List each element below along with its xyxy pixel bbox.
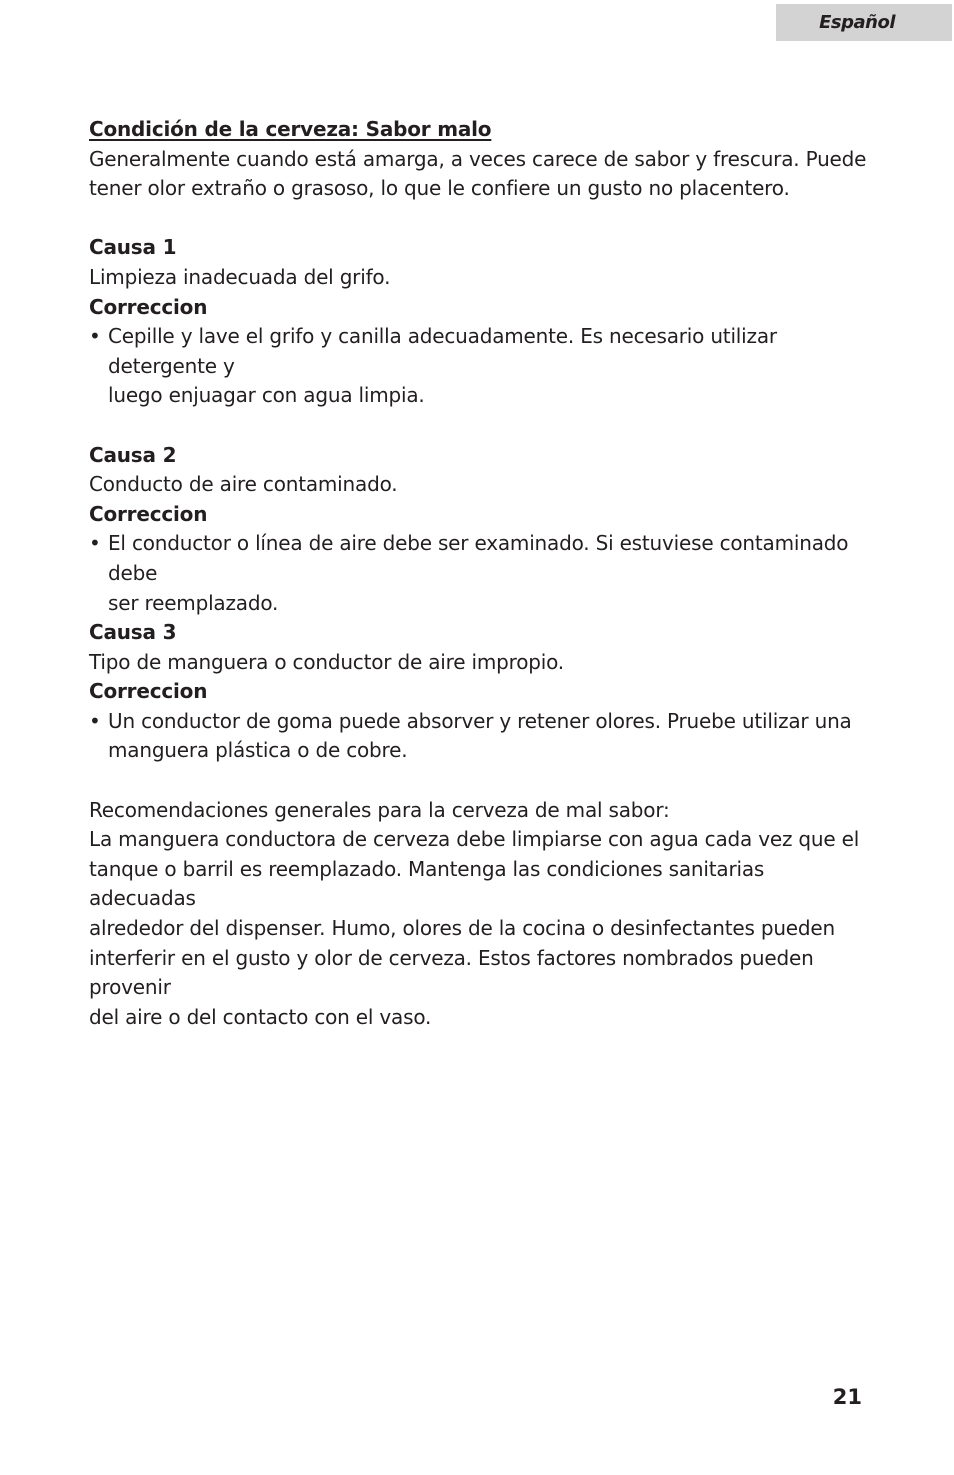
correction-heading: Correccion: [89, 679, 208, 704]
correction-text: [108, 322, 869, 411]
correction-line: Cepille y lave el grifo y canilla adecuadamente. Es necesario utilizar detergente y: [108, 324, 777, 378]
cause-heading: Causa 1: [89, 235, 177, 260]
recommendations-line: del aire o del contacto con el vaso.: [89, 1004, 432, 1029]
recommendations-line: alrededor del dispenser. Humo, olores de la cocina o desinfectantes pueden: [89, 916, 835, 941]
recommendations-line: tanque o barril es reemplazado. Mantenga las condiciones sanitarias adecuadas: [89, 856, 765, 911]
recommendations-heading: Recomendaciones generales para la cerveza de mal sabor:: [89, 797, 670, 822]
bullet-mark: •: [89, 708, 101, 733]
correction-bullet: [89, 529, 869, 618]
correction-text: [108, 707, 869, 766]
intro-line: Generalmente cuando está amarga, a veces carece de sabor y frescura. Puede: [89, 146, 867, 171]
language-tab: Español: [776, 4, 952, 41]
page-number: 21: [832, 1385, 862, 1409]
cause-text: Limpieza inadecuada del grifo.: [89, 264, 391, 289]
recommendations-line: interferir en el gusto y olor de cerveza. Estos factores nombrados pueden provenir: [89, 945, 814, 1000]
correction-line: El conductor o línea de aire debe ser examinado. Si estuviese contaminado debe: [108, 531, 849, 585]
cause-text: Tipo de manguera o conductor de aire impropio.: [89, 649, 564, 674]
bullet-mark: •: [89, 324, 101, 349]
bullet-mark: •: [89, 531, 101, 556]
cause-heading: Causa 2: [89, 442, 177, 467]
intro-line: tener olor extraño o grasoso, lo que le confiere un gusto no placentero.: [89, 176, 790, 201]
correction-line: luego enjuagar con agua limpia.: [108, 383, 425, 408]
correction-heading: Correccion: [89, 294, 208, 319]
correction-bullet: [89, 322, 869, 411]
correction-line: ser reemplazado.: [108, 590, 279, 615]
correction-line: Un conductor de goma puede absorver y retener olores. Pruebe utilizar una: [108, 708, 852, 733]
section-title: Condición de la cerveza: Sabor malo: [89, 117, 492, 141]
cause-heading: Causa 3: [89, 620, 177, 645]
correction-heading: Correccion: [89, 501, 208, 526]
correction-bullet: [89, 707, 869, 766]
page-content: [89, 115, 869, 1032]
correction-line: manguera plástica o de cobre.: [108, 738, 408, 763]
cause-text: Conducto de aire contaminado.: [89, 472, 398, 497]
correction-text: [108, 529, 869, 618]
recommendations-line: La manguera conductora de cerveza debe limpiarse con agua cada vez que el: [89, 827, 860, 852]
